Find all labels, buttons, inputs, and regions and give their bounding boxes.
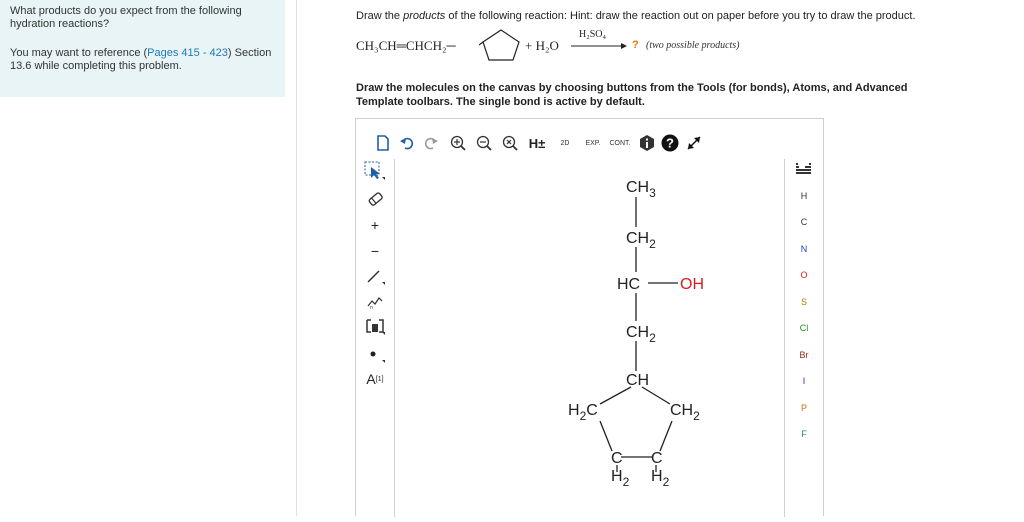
atoms-toolbar [784, 159, 823, 517]
zoom-out-icon[interactable] [474, 132, 494, 154]
molecule-editor [355, 118, 824, 516]
cyclopentane-ring-icon [479, 28, 523, 62]
atom-button-h[interactable]: H [800, 191, 808, 201]
product-note: (two possible products) [646, 40, 740, 51]
atom-button-f[interactable]: F [801, 429, 807, 439]
panel-divider [296, 0, 297, 516]
atom-button-o[interactable]: O [800, 270, 808, 280]
redo-icon[interactable] [422, 132, 440, 154]
bond-ch-ch2r [642, 387, 670, 404]
atom-h2-bottom-left: $H_2$ [611, 468, 630, 489]
single-bond-icon[interactable] [362, 266, 388, 286]
atom-button-s[interactable]: S [800, 297, 807, 307]
zoom-reset-icon[interactable] [500, 132, 520, 154]
zoom-in-icon[interactable] [448, 132, 468, 154]
new-document-icon[interactable] [374, 132, 392, 154]
top-toolbar [364, 132, 784, 154]
info-icon[interactable] [638, 132, 656, 154]
atom-label-tool[interactable]: A [1] [366, 371, 384, 387]
undo-icon[interactable] [398, 132, 416, 154]
atom-button-p[interactable]: P [800, 403, 807, 413]
atom-button-n[interactable]: N [800, 244, 808, 254]
increase-charge-button[interactable]: + [370, 217, 380, 233]
reference-text: You may want to reference (Pages 415 - 423) Section 13.6 while completing this problem. [10, 47, 272, 72]
atom-c-bottom-right: C [651, 450, 663, 467]
bond-ch2r-cbr [660, 421, 672, 451]
atom-ch: CH [626, 372, 650, 389]
atom-ch3: $CH_3$ [626, 179, 656, 200]
bond-h2c-cbl [600, 421, 612, 451]
unknown-product: ? [632, 39, 639, 51]
help-icon[interactable] [660, 132, 680, 154]
pages-link[interactable]: Pages 415 - 423 [147, 47, 228, 59]
molecule-structure [395, 159, 785, 517]
radical-tool-icon[interactable] [362, 344, 388, 364]
periodic-table-icon[interactable] [785, 163, 823, 177]
atom-ch2-top: $CH_2$ [626, 230, 656, 251]
atom-c-bottom-left: C [611, 450, 623, 467]
fullscreen-icon[interactable] [684, 132, 704, 154]
reagent-label: H₂SO₄ [579, 29, 606, 40]
atom-ch2-ring: $CH_2$ [670, 402, 700, 423]
atom-hc: HC [617, 276, 641, 293]
drawing-canvas[interactable] [395, 159, 785, 517]
decrease-charge-button[interactable]: − [370, 243, 380, 259]
select-tool-icon[interactable] [362, 161, 388, 181]
atom-button-cl[interactable]: Cl [799, 323, 809, 333]
chain-tool-icon[interactable] [362, 291, 388, 311]
reaction-arrow-icon [569, 42, 629, 50]
hydrogen-toggle-button[interactable]: H± [528, 135, 546, 151]
template-tool-icon[interactable] [362, 316, 388, 336]
left-toolbar [356, 159, 395, 517]
reactant-chain: CH₃CH═CHCH₂─ [356, 38, 456, 53]
instruction-line-1: Draw the products of the following reaction: Hint: draw the reaction out on paper before you try to draw the product. [356, 10, 916, 22]
instruction-line-2: Draw the molecules on the canvas by choosing buttons from the Tools (for bonds), Atoms, and Advanced Template toolbars. The single bond is active by default. [356, 82, 908, 108]
bond-ch-h2c [600, 387, 631, 404]
contract-button[interactable]: CONT. [609, 139, 631, 147]
atom-button-br[interactable]: Br [799, 350, 809, 360]
hint-panel [0, 0, 285, 97]
clean-2d-button[interactable]: 2D [560, 139, 570, 147]
reaction-equation [356, 26, 956, 66]
eraser-icon[interactable] [362, 189, 388, 209]
expand-button[interactable]: EXP. [585, 139, 601, 147]
atom-oh: OH [680, 276, 704, 293]
atom-h2c: $H_2C$ [568, 402, 598, 423]
svg-text:n: n [370, 305, 373, 310]
atom-button-i[interactable]: I [802, 376, 806, 386]
atom-ch2-mid: $CH_2$ [626, 324, 656, 345]
atom-button-c[interactable]: C [800, 217, 808, 227]
svg-text:?: ? [666, 135, 674, 151]
question-text: What products do you expect from the following hydration reactions? [10, 5, 242, 30]
atom-h2-bottom-right: $H_2$ [651, 468, 670, 489]
water-reactant: + H₂O [525, 38, 559, 53]
